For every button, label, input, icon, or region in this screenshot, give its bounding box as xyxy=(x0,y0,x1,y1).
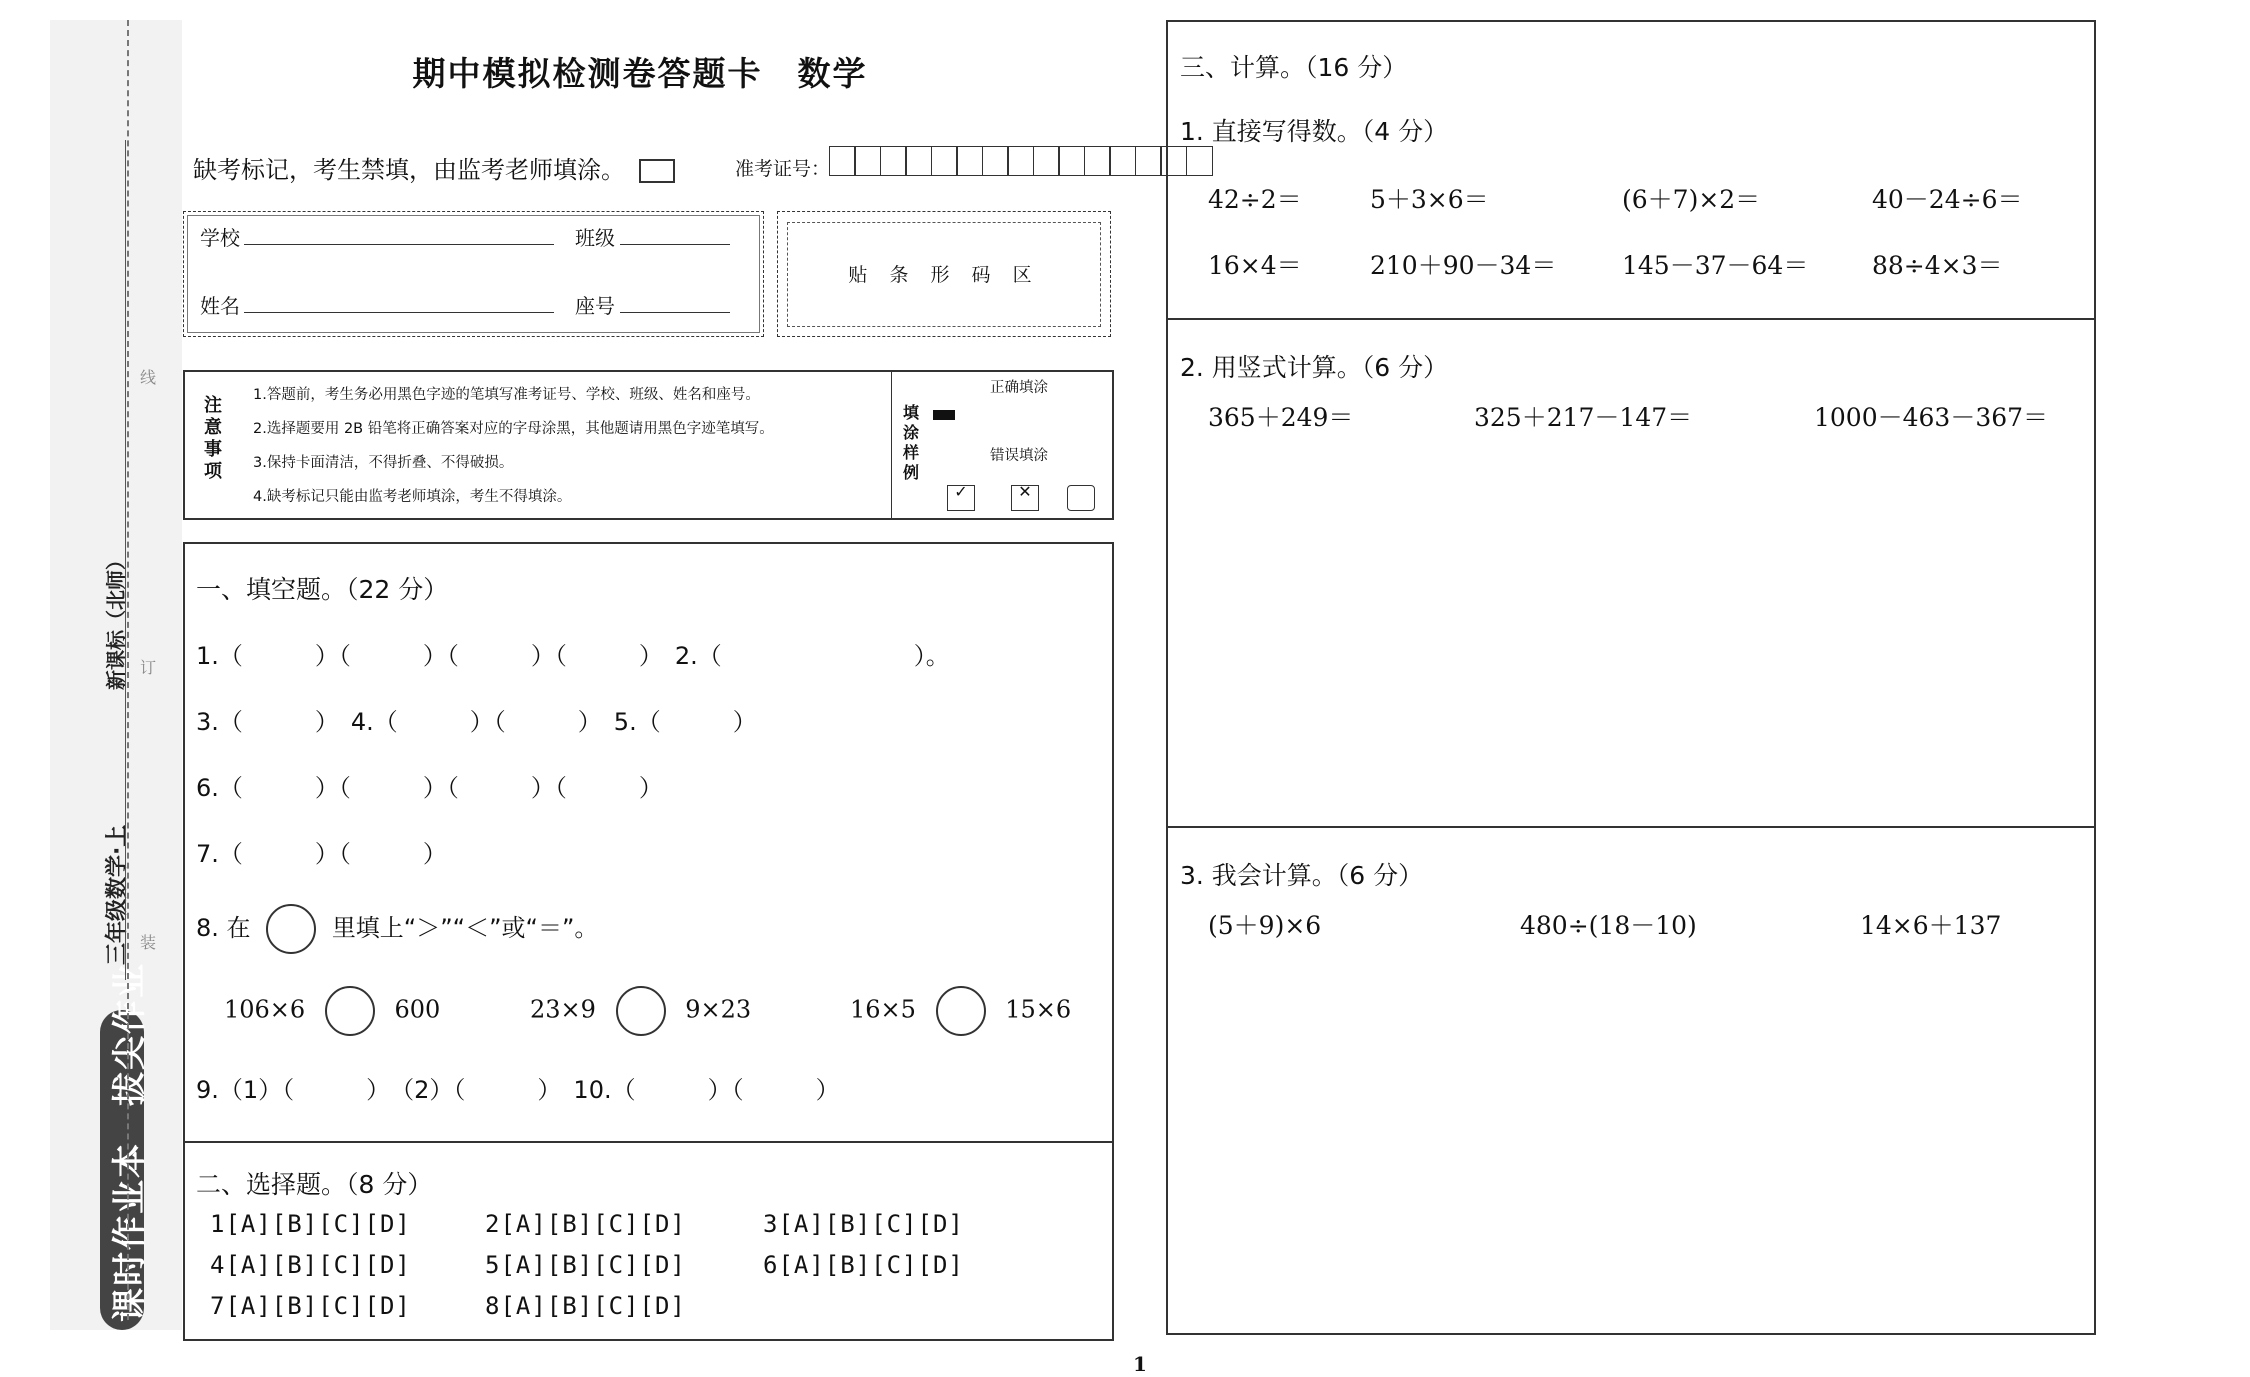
comparison-2-left: 23×9 xyxy=(530,995,596,1024)
fill-row-4[interactable]: 7.（ ）（ ） xyxy=(196,840,447,868)
wrong-sample-1-icon: ✓ xyxy=(947,485,975,511)
comparison-3-right: 15×6 xyxy=(1005,995,1072,1024)
page-number: 1 xyxy=(1133,1352,1147,1376)
wrong-sample-3-icon xyxy=(1067,485,1095,511)
fill-row-8 xyxy=(196,904,598,954)
barcode-label: 贴 条 形 码 区 xyxy=(848,264,1040,286)
section3-divider-1 xyxy=(1166,318,2096,320)
comparison-1-left: 106×6 xyxy=(224,995,306,1024)
direct-calc-7: 145－37－64＝ xyxy=(1622,251,1809,280)
note-3: 3.保持卡面清洁，不得折叠、不得破损。 xyxy=(253,455,514,471)
section1-divider xyxy=(183,1141,1114,1143)
comparison-3-circle[interactable] xyxy=(936,986,986,1036)
q8-circle-sample xyxy=(266,904,316,954)
choice-1[interactable]: 1[A][B][C][D] xyxy=(210,1210,411,1238)
section1-heading: 一、填空题。（22 分） xyxy=(196,575,449,604)
choice-5[interactable]: 5[A][B][C][D] xyxy=(485,1251,686,1279)
choice-4[interactable]: 4[A][B][C][D] xyxy=(210,1251,411,1279)
note-1: 1.答题前，考生务必用黑色字迹的笔填写准考证号、学校、班级、姓名和座号。 xyxy=(253,387,760,403)
vertical-calc-1: 365＋249＝ xyxy=(1208,403,1354,432)
absent-note xyxy=(193,150,675,185)
direct-calc-2: 5＋3×6＝ xyxy=(1370,185,1489,214)
fill-row-9[interactable]: 9.（1）（ ） （2）（ ） 10.（ ）（ ） xyxy=(196,1076,840,1104)
exam-id-grid[interactable] xyxy=(830,146,1213,176)
fill-row-2[interactable]: 3.（ ） 4.（ ）（ ） 5.（ ） xyxy=(196,708,757,736)
section2-heading: 二、选择题。（8 分） xyxy=(196,1170,433,1199)
spine-brand: 课时作业本 拔尖作业 xyxy=(110,962,150,1322)
direct-calc-6: 210＋90－34＝ xyxy=(1370,251,1557,280)
vertical-calc-workspace[interactable] xyxy=(1180,440,2080,810)
spine-edition: 新课标（北师） xyxy=(104,550,128,690)
sample-title: 填涂样例 xyxy=(902,403,919,482)
choice-2[interactable]: 2[A][B][C][D] xyxy=(485,1210,686,1238)
part3-heading: 3. 我会计算。（6 分） xyxy=(1180,861,1424,890)
section3-heading: 三、计算。（16 分） xyxy=(1180,53,1408,82)
comparison-3-left: 16×5 xyxy=(850,995,916,1024)
cut-mark-1: 线 xyxy=(140,368,157,387)
mixed-calc-3: 14×6＋137 xyxy=(1860,911,2002,940)
choice-7[interactable]: 7[A][B][C][D] xyxy=(210,1292,411,1320)
vertical-calc-3: 1000－463－367＝ xyxy=(1814,403,2049,432)
name-field[interactable] xyxy=(244,312,554,313)
absent-mark-box[interactable] xyxy=(639,159,675,183)
wrong-sample-2-icon: ✕ xyxy=(1011,485,1039,511)
comparison-3 xyxy=(850,986,1071,1036)
cut-line xyxy=(127,20,129,1320)
comparison-2-right: 9×23 xyxy=(685,995,752,1024)
q8-prefix: 8. 在 xyxy=(196,914,251,942)
mixed-calc-workspace[interactable] xyxy=(1180,950,2080,1320)
vertical-calc-2: 325＋217－147＝ xyxy=(1474,403,1693,432)
seat-label: 座号 xyxy=(575,294,615,318)
mixed-calc-2: 480÷(18－10) xyxy=(1520,911,1697,940)
class-label: 班级 xyxy=(575,226,615,250)
direct-calc-8: 88÷4×3＝ xyxy=(1872,251,2003,280)
direct-calc-1: 42÷2＝ xyxy=(1208,185,1302,214)
fill-row-1[interactable]: 1.（ ）（ ）（ ）（ ） 2.（ ）。 xyxy=(196,642,950,670)
student-info-box xyxy=(183,211,764,337)
spine-rule xyxy=(125,140,126,980)
section3-divider-2 xyxy=(1166,826,2096,828)
note-4: 4.缺考标记只能由监考老师填涂，考生不得填涂。 xyxy=(253,489,572,505)
spine-grade: 三年级数学·上 xyxy=(105,824,130,965)
direct-calc-4: 40－24÷6＝ xyxy=(1872,185,2023,214)
choice-8[interactable]: 8[A][B][C][D] xyxy=(485,1292,686,1320)
correct-label: 正确填涂 xyxy=(990,380,1048,396)
q8-suffix: 里填上“＞”“＜”或“＝”。 xyxy=(331,914,599,942)
part2-heading: 2. 用竖式计算。（6 分） xyxy=(1180,353,1449,382)
choice-6[interactable]: 6[A][B][C][D] xyxy=(763,1251,964,1279)
notes-title: 注意事项 xyxy=(204,395,222,482)
direct-calc-3: (6＋7)×2＝ xyxy=(1622,185,1761,214)
notes-divider xyxy=(891,370,892,520)
school-label: 学校 xyxy=(200,226,240,250)
class-field[interactable] xyxy=(620,244,730,245)
exam-id-label: 准考证号： xyxy=(735,158,831,180)
comparison-2-circle[interactable] xyxy=(616,986,666,1036)
correct-sample-mark xyxy=(933,410,955,420)
cut-mark-3: 装 xyxy=(140,933,157,952)
seat-field[interactable] xyxy=(620,312,730,313)
note-2: 2.选择题要用 2B 铅笔将正确答案对应的字母涂黑，其他题请用黑色字迹笔填写。 xyxy=(253,421,774,437)
school-field[interactable] xyxy=(244,244,554,245)
fill-row-3[interactable]: 6.（ ）（ ）（ ）（ ） xyxy=(196,774,663,802)
comparison-1-right: 600 xyxy=(394,995,441,1024)
wrong-label: 错误填涂 xyxy=(990,448,1048,464)
name-label: 姓名 xyxy=(200,294,240,318)
absent-note-text: 缺考标记，考生禁填，由监考老师填涂。 xyxy=(193,156,625,184)
mixed-calc-1: (5＋9)×6 xyxy=(1208,911,1322,940)
cut-mark-2: 订 xyxy=(140,658,157,677)
choice-3[interactable]: 3[A][B][C][D] xyxy=(763,1210,964,1238)
comparison-1 xyxy=(224,986,440,1036)
comparison-1-circle[interactable] xyxy=(325,986,375,1036)
page-title: 期中模拟检测卷答题卡 数学 xyxy=(412,54,868,93)
comparison-2 xyxy=(530,986,751,1036)
direct-calc-5: 16×4＝ xyxy=(1208,251,1302,280)
part1-heading: 1. 直接写得数。（4 分） xyxy=(1180,117,1449,146)
